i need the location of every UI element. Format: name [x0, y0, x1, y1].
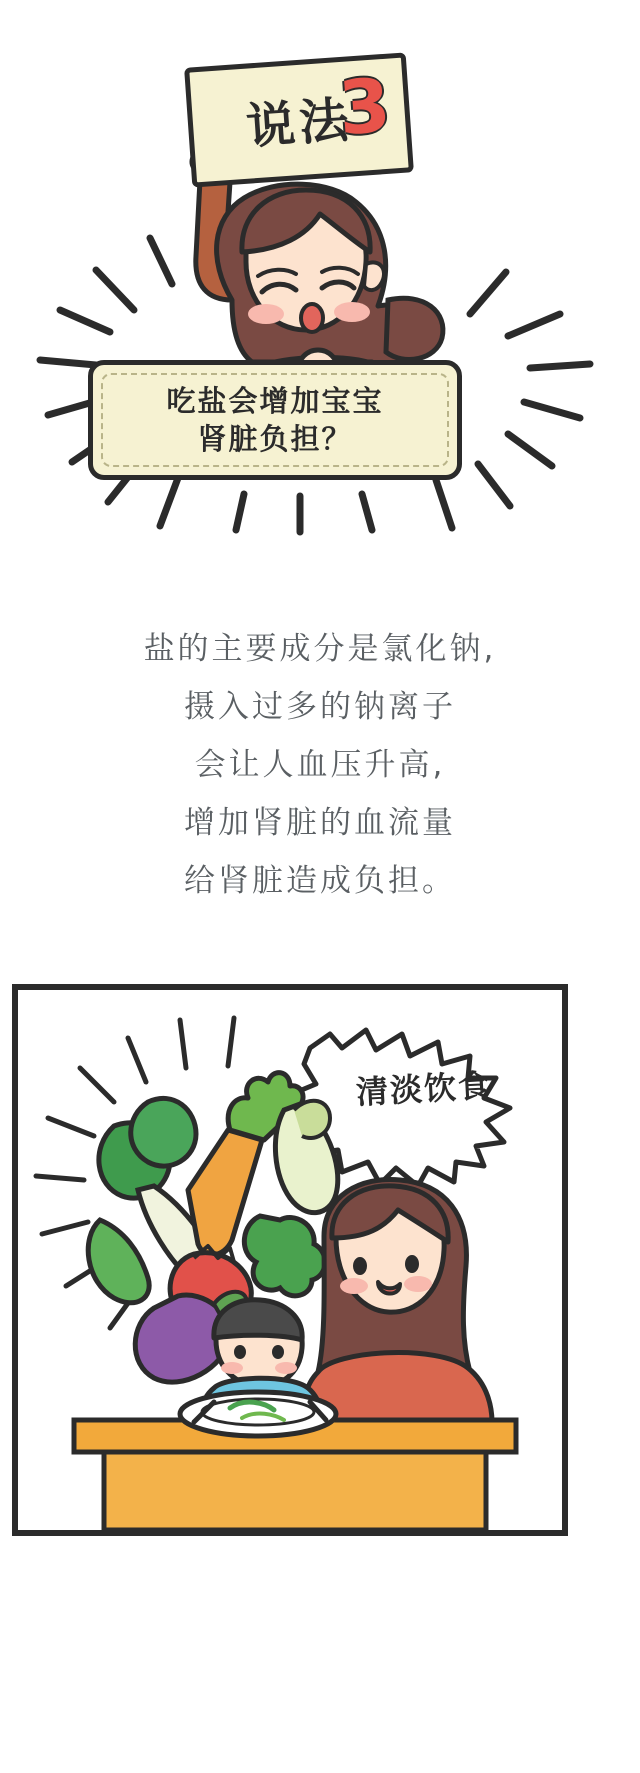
- body-copy-line-4: 增加肾脏的血流量: [184, 805, 456, 841]
- mother-cheek-left: [340, 1278, 368, 1294]
- baby-hair: [214, 1300, 302, 1340]
- broccoli: [244, 1216, 325, 1296]
- body-copy-line-1: 盐的主要成分是氯化钠,: [143, 631, 497, 667]
- dining-table-body: [104, 1452, 486, 1530]
- question-line-1: 吃盐会增加宝宝: [166, 384, 384, 418]
- question-banner: [88, 360, 462, 480]
- bok-choy-leaf-right: [131, 1098, 196, 1166]
- body-copy: [0, 620, 640, 910]
- body-copy-line-2: 摄入过多的钠离子: [184, 689, 456, 725]
- body-copy-line-3: 会让人血压升高,: [194, 747, 446, 783]
- mother-cheek-right: [404, 1276, 432, 1292]
- mother-eye-left: [353, 1257, 367, 1275]
- light-diet-text: 清淡饮食: [355, 1066, 494, 1112]
- baby-eye-right: [272, 1345, 284, 1359]
- baby-cheek-right: [275, 1362, 297, 1374]
- claim-placard: [184, 52, 414, 187]
- baby-eye-left: [234, 1345, 246, 1359]
- placard-number: 3: [335, 62, 394, 153]
- body-copy-line-5: 给肾脏造成负担。: [184, 863, 456, 899]
- question-line-2: 肾脏负担？: [197, 422, 353, 456]
- mother-eye-right: [405, 1255, 419, 1273]
- framed-illustration: [12, 984, 568, 1536]
- baby-cheek-left: [221, 1362, 243, 1374]
- placard-label: 说法: [244, 91, 355, 156]
- question-banner-text: [93, 382, 457, 458]
- top-illustration-panel: [0, 0, 640, 600]
- green-pepper: [88, 1220, 149, 1303]
